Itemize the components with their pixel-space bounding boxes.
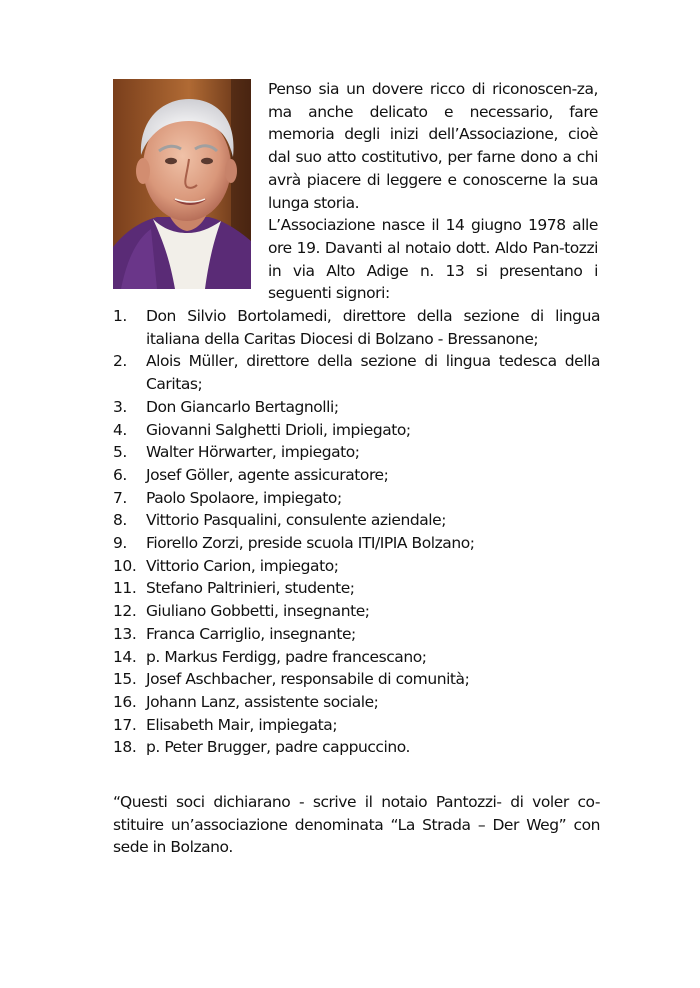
list-item bbox=[113, 487, 600, 510]
intro-paragraph-1: Penso sia un dovere ricco di riconoscen-za, ma anche delicato e necessario, fare memoria degli inizi dell’Associazione, cioè dal suo atto costitutivo, per farne dono a chi avrà piacere di leggere e conoscerne la sua lunga storia. bbox=[268, 80, 598, 212]
list-item-text: Don Silvio Bortolamedi, direttore della sezione di lingua italiana della Caritas Diocesi di Bolzano - Bressanone; bbox=[146, 307, 600, 348]
founding-members-list bbox=[113, 305, 600, 759]
list-item-text: Fiorello Zorzi, preside scuola ITI/IPIA Bolzano; bbox=[146, 534, 475, 553]
list-item-text: Giuliano Gobbetti, insegnante; bbox=[146, 602, 370, 621]
list-item-number: 8. bbox=[113, 511, 127, 530]
list-item bbox=[113, 600, 600, 623]
list-item-number: 16. bbox=[113, 692, 137, 711]
list-item-number: 9. bbox=[113, 534, 127, 553]
list-item bbox=[113, 509, 600, 532]
list-item-text: Josef Göller, agente assicuratore; bbox=[146, 465, 389, 484]
intro-text bbox=[268, 78, 598, 305]
list-item bbox=[113, 668, 600, 691]
list-item bbox=[113, 350, 600, 395]
list-item bbox=[113, 623, 600, 646]
list-item-text: Stefano Paltrinieri, studente; bbox=[146, 579, 355, 598]
list-item-number: 2. bbox=[113, 352, 127, 371]
list-item bbox=[113, 577, 600, 600]
list-item bbox=[113, 419, 600, 442]
list-item-number: 4. bbox=[113, 420, 127, 439]
list-item-text: Josef Aschbacher, responsabile di comunità; bbox=[146, 670, 470, 689]
list-item-number: 5. bbox=[113, 443, 127, 462]
closing-paragraph: “Questi soci dichiarano - scrive il notaio Pantozzi- di voler co-stituire un’associazione denominata “La Strada – Der Weg” con sede in Bolzano. bbox=[113, 793, 600, 857]
list-item bbox=[113, 736, 600, 759]
list-item-number: 11. bbox=[113, 579, 137, 598]
list-item-number: 13. bbox=[113, 624, 137, 643]
list-item-text: Franca Carriglio, insegnante; bbox=[146, 624, 356, 643]
list-item bbox=[113, 532, 600, 555]
list-item-text: Elisabeth Mair, impiegata; bbox=[146, 715, 338, 734]
list-item-text: Don Giancarlo Bertagnolli; bbox=[146, 397, 339, 416]
list-item-text: Vittorio Carion, impiegato; bbox=[146, 556, 339, 575]
intro-paragraph-2: L’Associazione nasce il 14 giugno 1978 alle ore 19. Davanti al notaio dott. Aldo Pan-tozzi in via Alto Adige n. 13 si presentano i seguenti signori: bbox=[268, 216, 598, 303]
list-item-number: 3. bbox=[113, 397, 127, 416]
list-item bbox=[113, 305, 600, 350]
list-item bbox=[113, 714, 600, 737]
list-item bbox=[113, 691, 600, 714]
list-item-text: Paolo Spolaore, impiegato; bbox=[146, 488, 342, 507]
list-item-text: Vittorio Pasqualini, consulente aziendale; bbox=[146, 511, 447, 530]
list-item-number: 14. bbox=[113, 647, 137, 666]
list-item-number: 7. bbox=[113, 488, 127, 507]
list-item bbox=[113, 396, 600, 419]
list-item bbox=[113, 441, 600, 464]
list-item-number: 12. bbox=[113, 602, 137, 621]
list-item-number: 15. bbox=[113, 670, 137, 689]
list-item-text: Giovanni Salghetti Drioli, impiegato; bbox=[146, 420, 411, 439]
list-item-text: Johann Lanz, assistente sociale; bbox=[146, 692, 379, 711]
list-item bbox=[113, 646, 600, 669]
list-item-number: 18. bbox=[113, 738, 137, 757]
list-item-text: p. Markus Ferdigg, padre francescano; bbox=[146, 647, 427, 666]
list-item-text: Walter Hörwarter, impiegato; bbox=[146, 443, 360, 462]
list-item bbox=[113, 464, 600, 487]
list-item-number: 1. bbox=[113, 307, 127, 325]
list-item bbox=[113, 555, 600, 578]
list-item-number: 10. bbox=[113, 556, 137, 575]
list-item-text: p. Peter Brugger, padre cappuccino. bbox=[146, 738, 410, 757]
portrait-photo bbox=[113, 79, 251, 289]
list-item-text: Alois Müller, direttore della sezione di lingua tedesca della Caritas; bbox=[146, 352, 600, 394]
list-item-number: 6. bbox=[113, 465, 127, 484]
list-item-number: 17. bbox=[113, 715, 137, 734]
